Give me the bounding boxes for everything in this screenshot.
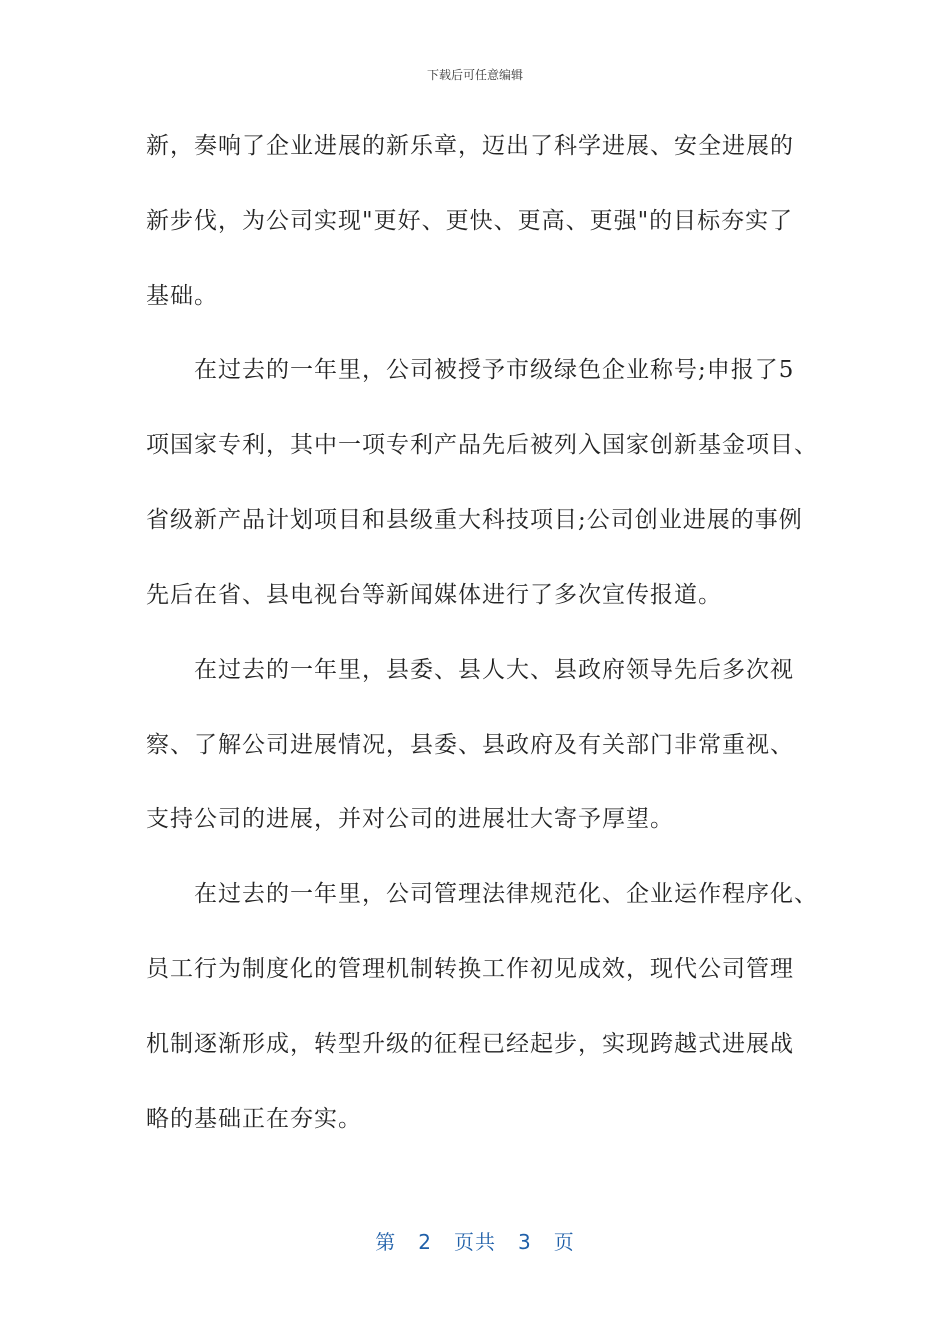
body-line: 略的基础正在夯实。 xyxy=(146,1106,362,1132)
footer-suffix: 页 xyxy=(553,1230,575,1254)
body-line: 在过去的一年里，县委、县人大、县政府领导先后多次视 xyxy=(146,657,794,683)
body-line: 察、了解公司进展情况，县委、县政府及有关部门非常重视、 xyxy=(146,732,794,758)
body-line: 省级新产品计划项目和县级重大科技项目;公司创业进展的事例 xyxy=(146,507,803,533)
body-line: 新，奏响了企业进展的新乐章，迈出了科学进展、安全进展的 xyxy=(146,133,794,159)
footer-middle: 页共 xyxy=(454,1230,496,1254)
body-line: 新步伐，为公司实现"更好、更快、更高、更强"的目标夯实了 xyxy=(146,208,794,234)
body-line: 项国家专利，其中一项专利产品先后被列入国家创新基金项目、 xyxy=(146,432,818,458)
total-pages-number: 3 xyxy=(518,1230,532,1254)
body-line: 员工行为制度化的管理机制转换工作初见成效，现代公司管理 xyxy=(146,956,794,982)
body-line: 支持公司的进展，并对公司的进展壮大寄予厚望。 xyxy=(146,806,674,832)
body-line: 在过去的一年里，公司管理法律规范化、企业运作程序化、 xyxy=(146,881,818,907)
current-page-number: 2 xyxy=(418,1230,432,1254)
body-line: 先后在省、县电视台等新闻媒体进行了多次宣传报道。 xyxy=(146,582,722,608)
footer-prefix: 第 xyxy=(375,1230,397,1254)
header-note: 下载后可任意编辑 xyxy=(426,68,523,82)
body-line: 机制逐渐形成，转型升级的征程已经起步，实现跨越式进展战 xyxy=(146,1031,794,1057)
page-footer xyxy=(0,1226,950,1255)
body-line: 基础。 xyxy=(146,283,218,309)
body-line: 在过去的一年里，公司被授予市级绿色企业称号;申报了5 xyxy=(146,357,795,383)
